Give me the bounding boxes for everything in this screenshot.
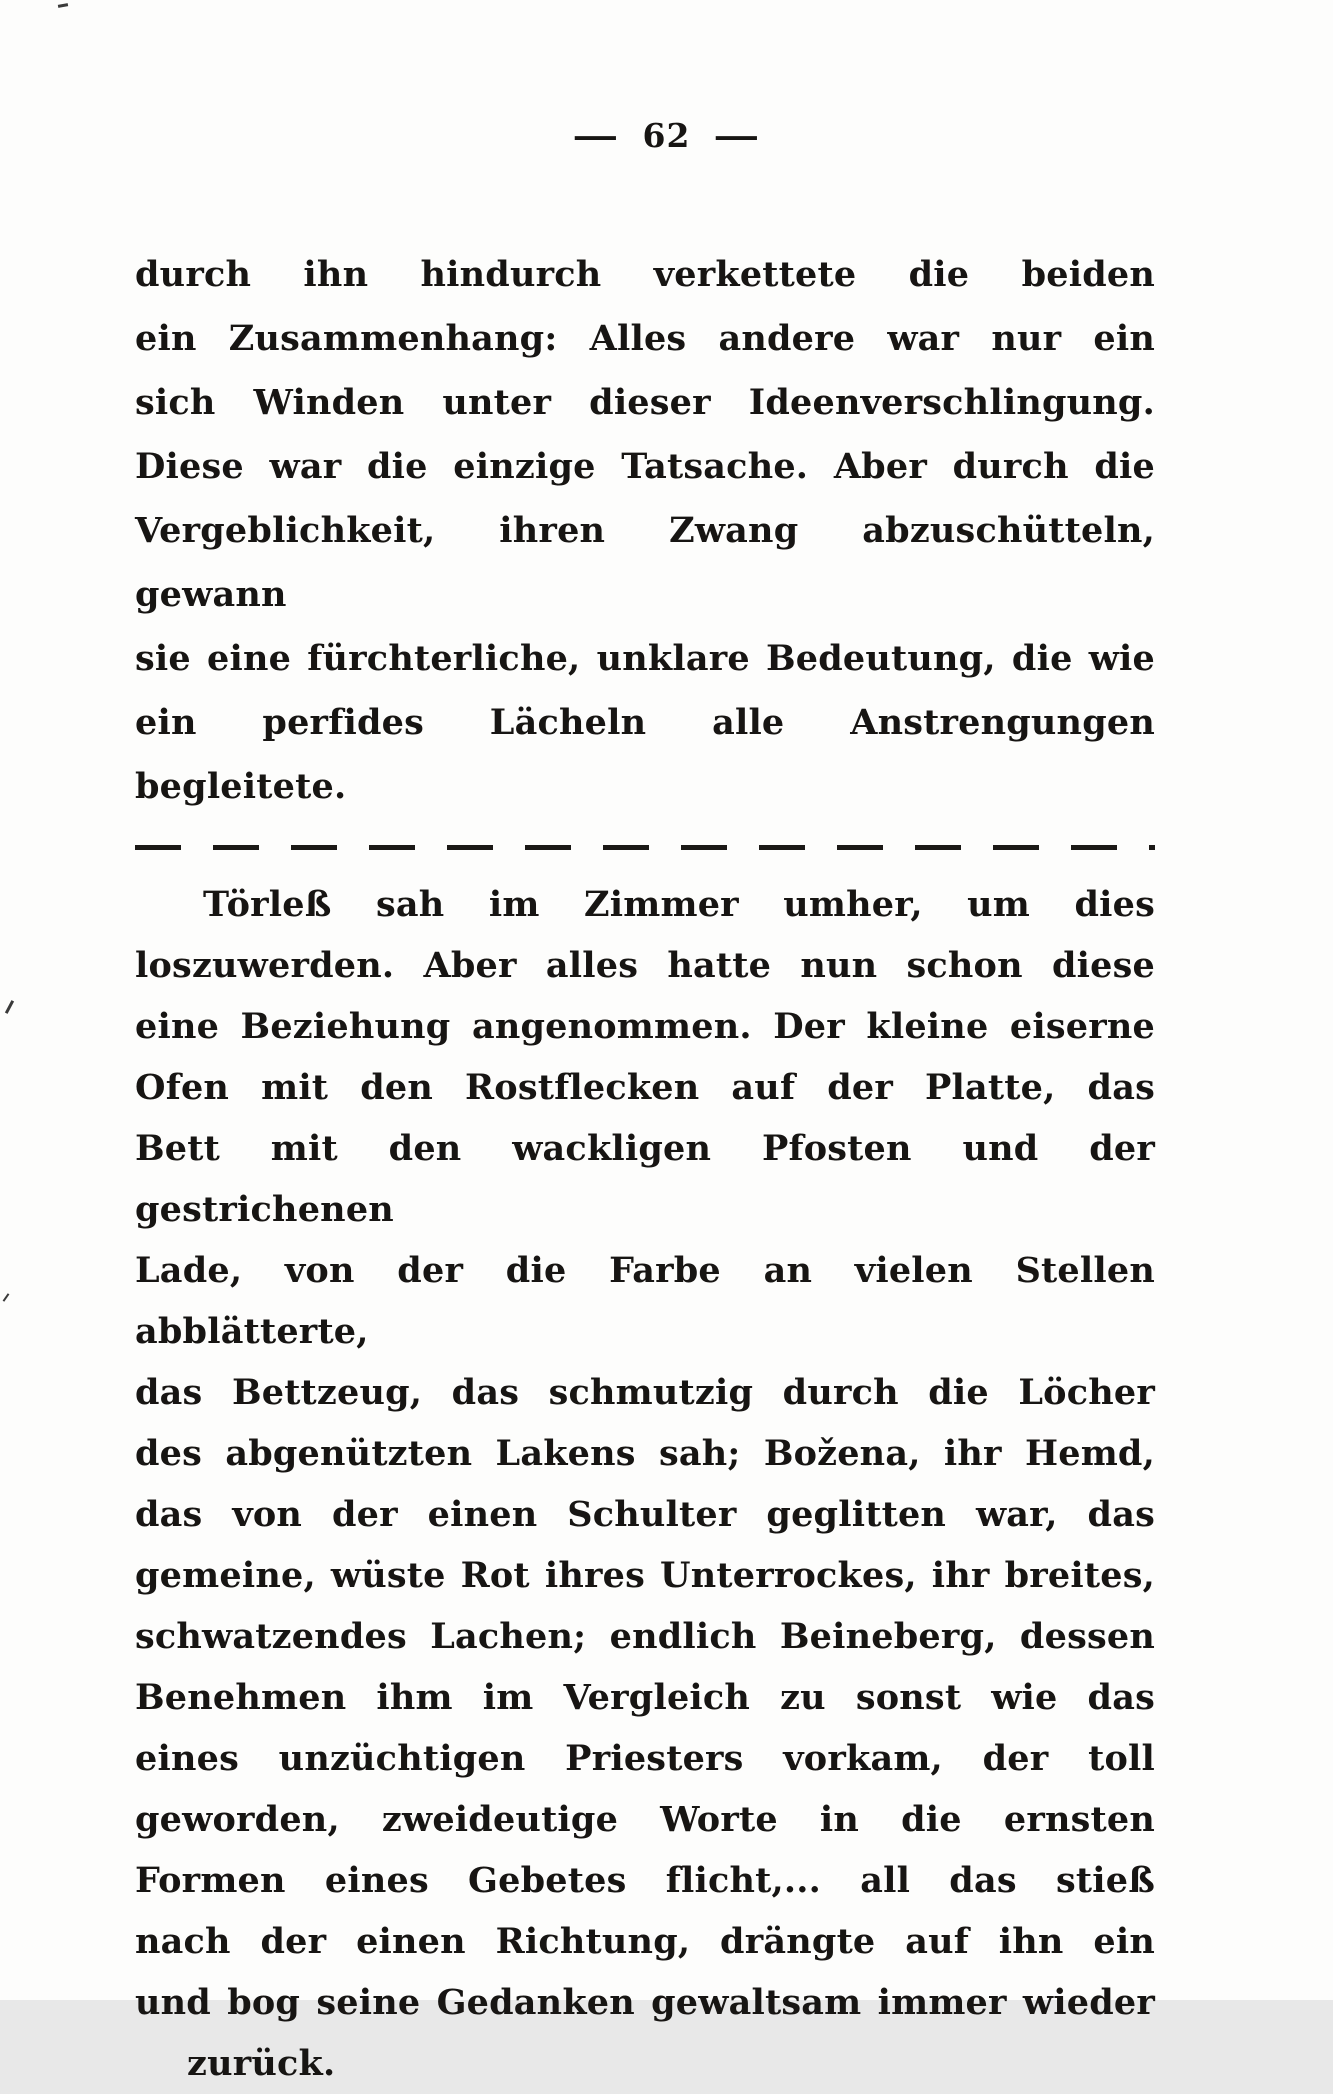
text-line: eine Beziehung angenommen. Der kleine eiserne: [135, 1006, 1155, 1047]
text-line: und bog seine Gedanken gewaltsam immer wieder: [135, 1982, 1155, 2023]
text-line: Formen eines Gebetes flicht,... all das stieß: [135, 1860, 1155, 1901]
text-line: das Bettzeug, das schmutzig durch die Löcher: [135, 1372, 1155, 1413]
text-line: schwatzendes Lachen; endlich Beineberg, dessen: [135, 1616, 1155, 1657]
scan-artifact: [5, 1000, 14, 1014]
text-line: Benehmen ihm im Vergleich zu sonst wie das: [135, 1677, 1155, 1718]
text-line: durch ihn hindurch verkettete die beiden: [135, 254, 1155, 295]
text-line: geworden, zweideutige Worte in die ernsten: [135, 1799, 1155, 1840]
page-header: [0, 116, 1333, 155]
text-line: Diese war die einzige Tatsache. Aber durch die: [135, 446, 1155, 487]
text-line: loszuwerden. Aber alles hatte nun schon diese: [135, 945, 1155, 986]
header-dash-left: —: [571, 116, 620, 155]
text-line: sie eine fürchterliche, unklare Bedeutung, die wie: [135, 638, 1155, 679]
section-separator: [135, 845, 1155, 850]
scan-artifact: [58, 3, 68, 8]
paragraph-1: [135, 243, 1155, 819]
text-line: Lade, von der die Farbe an vielen Stellen abblätterte,: [135, 1250, 1155, 1352]
text-line: des abgenützten Lakens sah; Božena, ihr Hemd,: [135, 1433, 1155, 1474]
scan-artifact: [3, 1293, 10, 1302]
text-line: Vergeblichkeit, ihren Zwang abzuschütteln, gewann: [135, 510, 1155, 615]
page-text-block: [135, 243, 1155, 2094]
header-dash-right: —: [713, 116, 762, 155]
page-number: 62: [642, 116, 691, 155]
text-line: sich Winden unter dieser Ideenverschlingung.: [135, 382, 1155, 423]
text-line: nach der einen Richtung, drängte auf ihn ein: [135, 1921, 1155, 1962]
text-line: ein perfides Lächeln alle Anstrengungen begleitete.: [135, 702, 1155, 807]
text-line: zurück.: [187, 2043, 336, 2084]
text-line: Ofen mit den Rostflecken auf der Platte, das: [135, 1067, 1155, 1108]
text-line: Bett mit den wackligen Pfosten und der gestrichenen: [135, 1128, 1155, 1230]
text-line: das von der einen Schulter geglitten war, das: [135, 1494, 1155, 1535]
paragraph-2: [135, 874, 1155, 2094]
text-line: ein Zusammenhang: Alles andere war nur ein: [135, 318, 1155, 359]
text-line: gemeine, wüste Rot ihres Unterrockes, ihr breites,: [135, 1555, 1155, 1596]
text-line: Törleß sah im Zimmer umher, um dies: [203, 884, 1155, 925]
text-line: eines unzüchtigen Priesters vorkam, der toll: [135, 1738, 1155, 1779]
